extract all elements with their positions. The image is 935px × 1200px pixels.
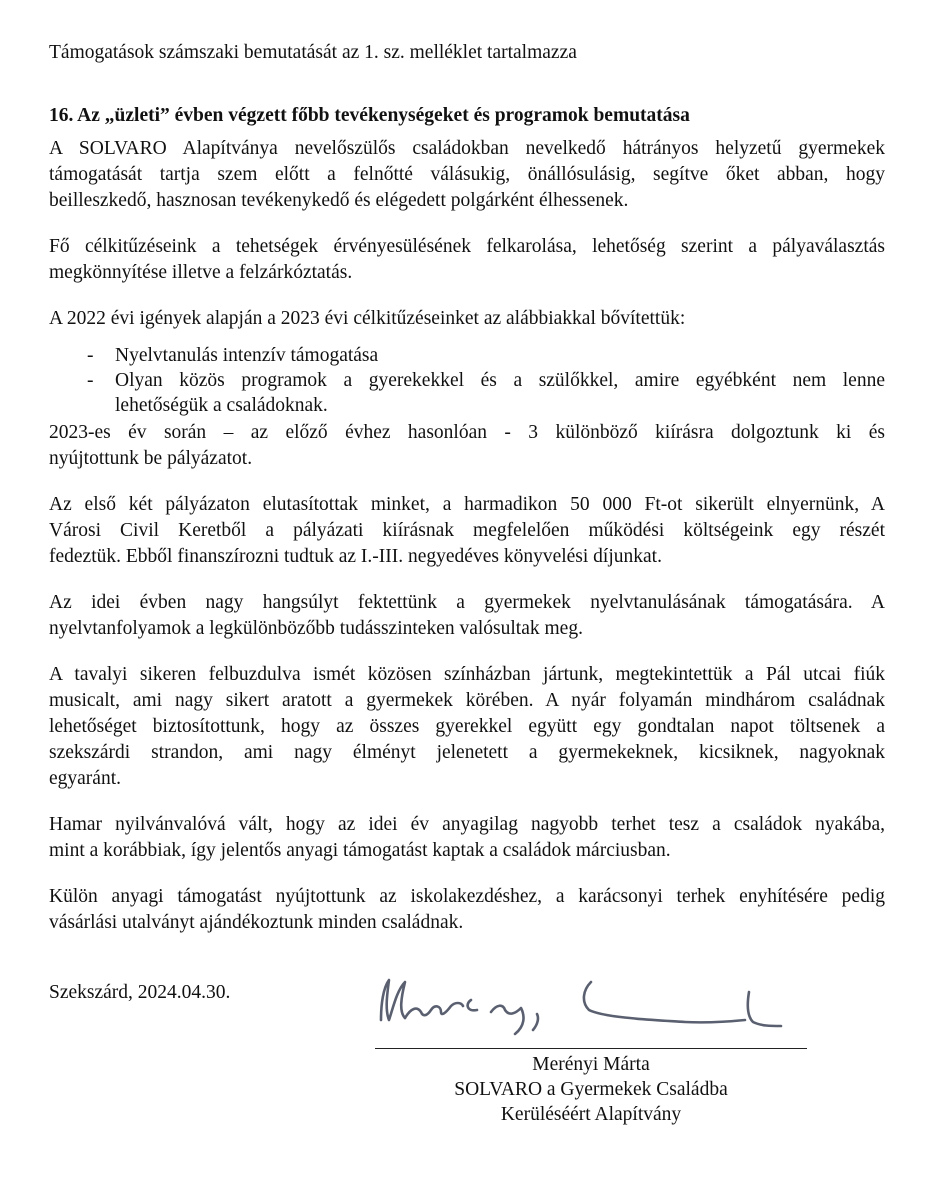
paragraph-line: megkönnyítése illetve a felzárkóztatás.: [49, 262, 353, 283]
bullet-item: Nyelvtanulás intenzív támogatása: [115, 345, 379, 366]
paragraph-line: Külön anyagi támogatást nyújtottunk az iskolakezdéshez, a karácsonyi terhek enyhítésére pedig: [49, 886, 885, 907]
organization-line: Kerüléséért Alapítvány: [500, 1104, 682, 1125]
organization-line: SOLVARO a Gyermekek Családba: [454, 1079, 728, 1100]
intro-line: Támogatások számszaki bemutatását az 1. sz. melléklet tartalmazza: [49, 42, 577, 63]
paragraph-line: támogatását tartja szem előtt a felnőtté válásukig, önállósulásig, segítve őket abban, hogy: [49, 164, 885, 185]
bullet-marker: -: [87, 370, 94, 391]
bullet-item: lehetőségük a családoknak.: [115, 395, 328, 416]
handwritten-signature: [375, 960, 807, 1055]
paragraph-line: A tavalyi sikeren felbuzdulva ismét közösen színházban jártunk, megtekintettük a Pál utcai fiúk: [49, 664, 885, 685]
paragraph-line: beilleszkedő, hasznosan tevékenykedő és elégedett polgárként élhessenek.: [49, 190, 629, 211]
paragraph-line: lehetőséget biztosítottunk, hogy az összes gyerekkel együtt egy gondtalan napot töltsenek a: [49, 716, 885, 737]
signature-line: [375, 1048, 807, 1049]
paragraph-line: A 2022 évi igények alapján a 2023 évi célkitűzéseinket az alábbiakkal bővítettük:: [49, 308, 686, 329]
paragraph-line: Az idei évben nagy hangsúlyt fektettünk a gyermekek nyelvtanulásának támogatására. A: [49, 592, 885, 613]
paragraph-line: musicalt, ami nagy sikert aratott a gyermekek körében. A nyár folyamán mindhárom családnak: [49, 690, 885, 711]
paragraph-line: Városi Civil Keretből a pályázati kiírásnak megfelelően működési költségeink egy részét: [49, 520, 885, 541]
paragraph-line: Az első két pályázaton elutasítottak minket, a harmadikon 50 000 Ft-ot sikerült elnyernünk, A: [49, 494, 885, 515]
bullet-item: Olyan közös programok a gyerekekkel és a szülőkkel, amire egyébként nem lenne: [115, 370, 885, 391]
paragraph-line: fedeztük. Ebből finanszírozni tudtuk az I.-III. negyedéves könyvelési díjunkat.: [49, 546, 662, 567]
paragraph-line: nyújtottunk be pályázatot.: [49, 448, 253, 469]
paragraph-line: nyelvtanfolyamok a legkülönbözőbb tudásszinteken valósultak meg.: [49, 618, 583, 639]
paragraph-line: mint a korábbiak, így jelentős anyagi támogatást kaptak a családok márciusban.: [49, 840, 671, 861]
paragraph-line: A SOLVARO Alapítványa nevelőszülős családokban nevelkedő hátrányos helyzetű gyermekek: [49, 138, 885, 159]
signatory-name: Merényi Márta: [532, 1054, 650, 1075]
bullet-marker: -: [87, 345, 94, 366]
section-heading: 16. Az „üzleti” évben végzett főbb tevékenységeket és programok bemutatása: [49, 105, 690, 126]
place-date: Szekszárd, 2024.04.30.: [49, 982, 231, 1003]
paragraph-line: egyaránt.: [49, 768, 122, 789]
paragraph-line: szekszárdi strandon, ami nagy élményt jelenetett a gyermekeknek, kicsiknek, nagyoknak: [49, 742, 885, 763]
paragraph-line: Fő célkitűzéseink a tehetségek érvényesülésének felkarolása, lehetőség szerint a pályaválasztás: [49, 236, 885, 257]
paragraph-line: vásárlási utalványt ajándékoztunk minden családnak.: [49, 912, 464, 933]
paragraph-line: Hamar nyilvánvalóvá vált, hogy az idei év anyagilag nagyobb terhet tesz a családok nyakába,: [49, 814, 885, 835]
paragraph-line: 2023-es év során – az előző évhez hasonlóan - 3 különböző kiírásra dolgoztunk ki és: [49, 422, 885, 443]
